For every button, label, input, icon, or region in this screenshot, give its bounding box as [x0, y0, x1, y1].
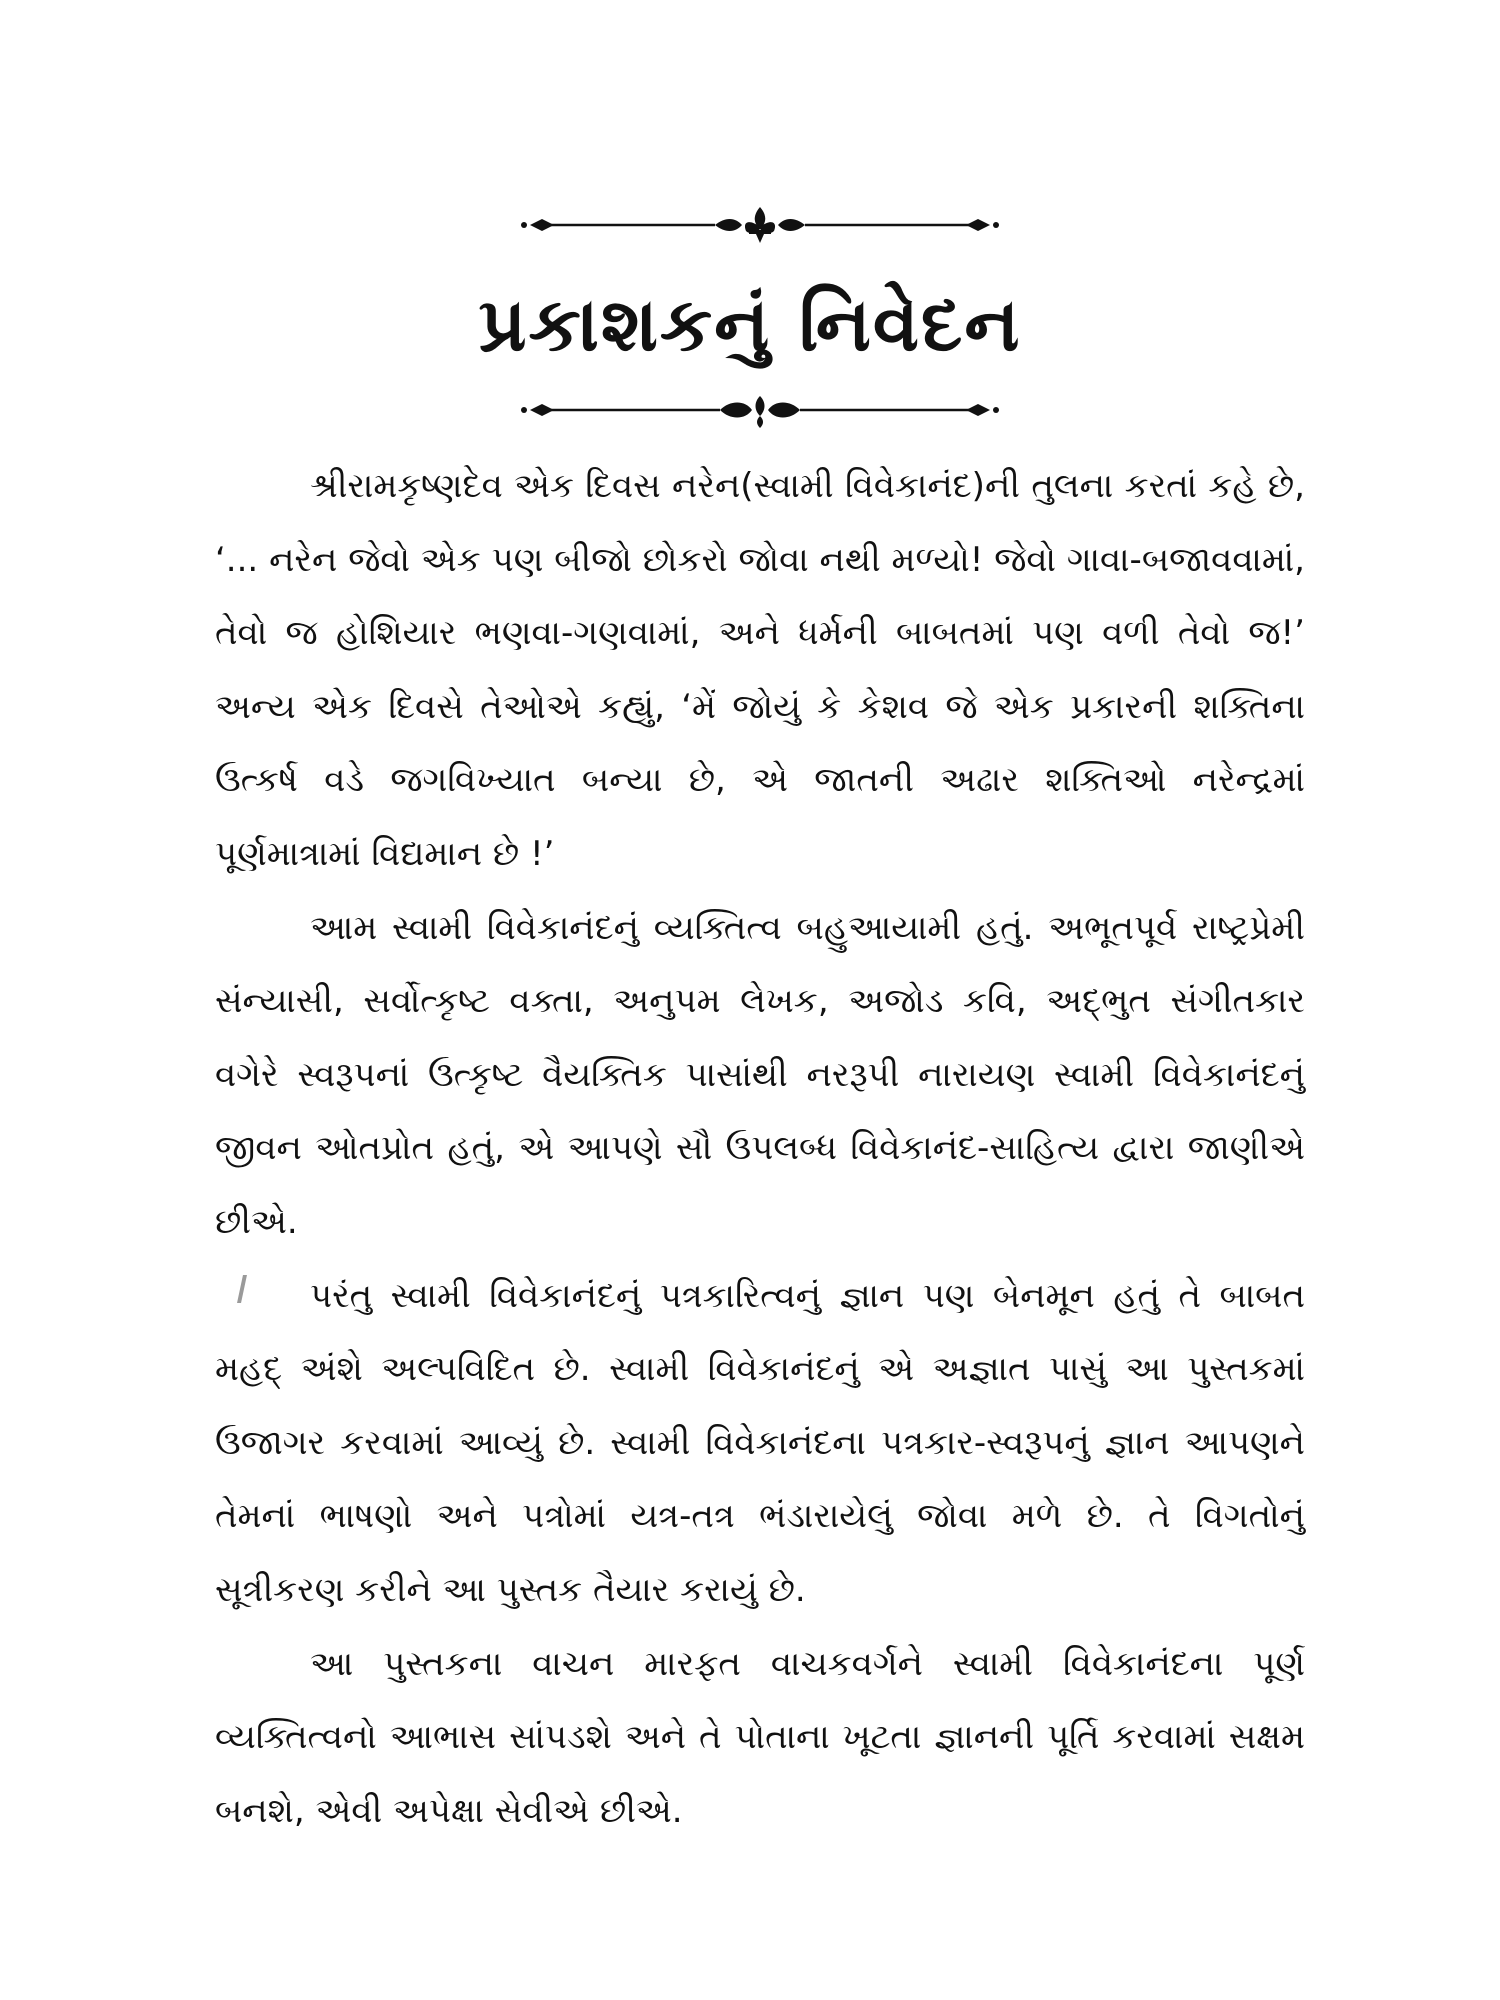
body-text [215, 450, 1305, 1848]
page-title: પ્રકાશકનું નિવેદન [478, 282, 1022, 368]
fleur-de-lis-divider-icon [520, 205, 1000, 245]
paragraph-4: આ પુસ્તકના વાચન મારફત વાચકવર્ગને સ્વામી વિવેકાનંદના પૂર્ણ વ્યક્તિત્વનો આભાસ સાંપડશે અને તે પોતાના ખૂટતા જ્ઞાનની પૂર્તિ કરવામાં સક્ષમ બનશે, એવી અપેક્ષા સેવીએ છીએ. [215, 1643, 1305, 1831]
paragraph-1: શ્રીરામકૃષ્ણદેવ એક દિવસ નરેન(સ્વામી વિવેકાનંદ)ની તુલના કરતાં કહે છે, ‘... નરેન જેવો એક પણ બીજો છોકરો જોવા નથી મળ્યો! જેવો ગાવા-બજાવવામાં, તેવો જ હોશિયાર ભણવા-ગણવામાં, અને ધર્મની બાબતમાં પણ વળી તેવો જ!’ અન્ય એક દિવસે તેઓએ કહ્યું, ‘મેં જોયું કે કેશવ જે એક પ્રકારની શક્તિના ઉત્કર્ષ વડે જગવિખ્યાત બન્યા છે, એ જાતની અઢાર શક્તિઓ નરેન્દ્રમાં પૂર્ણમાત્રામાં વિદ્યમાન છે !’ [215, 466, 1305, 874]
paragraph-3: પરંતુ સ્વામી વિવેકાનંદનું પત્રકારિત્વનું જ્ઞાન પણ બેનમૂન હતું તે બાબત મહદ્ અંશે અલ્પવિદિત છે. સ્વામી વિવેકાનંદનું એ અજ્ઞાત પાસું આ પુસ્તકમાં ઉજાગર કરવામાં આવ્યું છે. સ્વામી વિવેકાનંદના પત્રકાર-સ્વરૂપનું જ્ઞાન આપણને તેમનાં ભાષણો અને પત્રોમાં યત્ર-તત્ર ભંડારાયેલું જોવા મળે છે. તે વિગતોનું સૂત્રીકરણ કરીને આ પુસ્તક તૈયાર કરાયું છે. [215, 1275, 1305, 1610]
scroll-divider-icon [520, 390, 1000, 430]
paragraph-2: આમ સ્વામી વિવેકાનંદનું વ્યક્તિત્વ બહુઆયામી હતું. અભૂતપૂર્વ રાષ્ટ્રપ્રેમી સંન્યાસી, સર્વોત્કૃષ્ટ વક્તા, અનુપમ લેખક, અજોડ કવિ, અદ્‌ભુત સંગીતકાર વગેરે સ્વરૂપનાં ઉત્કૃષ્ટ વૈયક્તિક પાસાંથી નરરૂપી નારાયણ સ્વામી વિવેકાનંદનું જીવન ઓતપ્રોત હતું, એ આપણે સૌ ઉપલબ્ધ વિવેકાનંદ-સાહિત્ય દ્વારા જાણીએ છીએ. [215, 907, 1305, 1242]
